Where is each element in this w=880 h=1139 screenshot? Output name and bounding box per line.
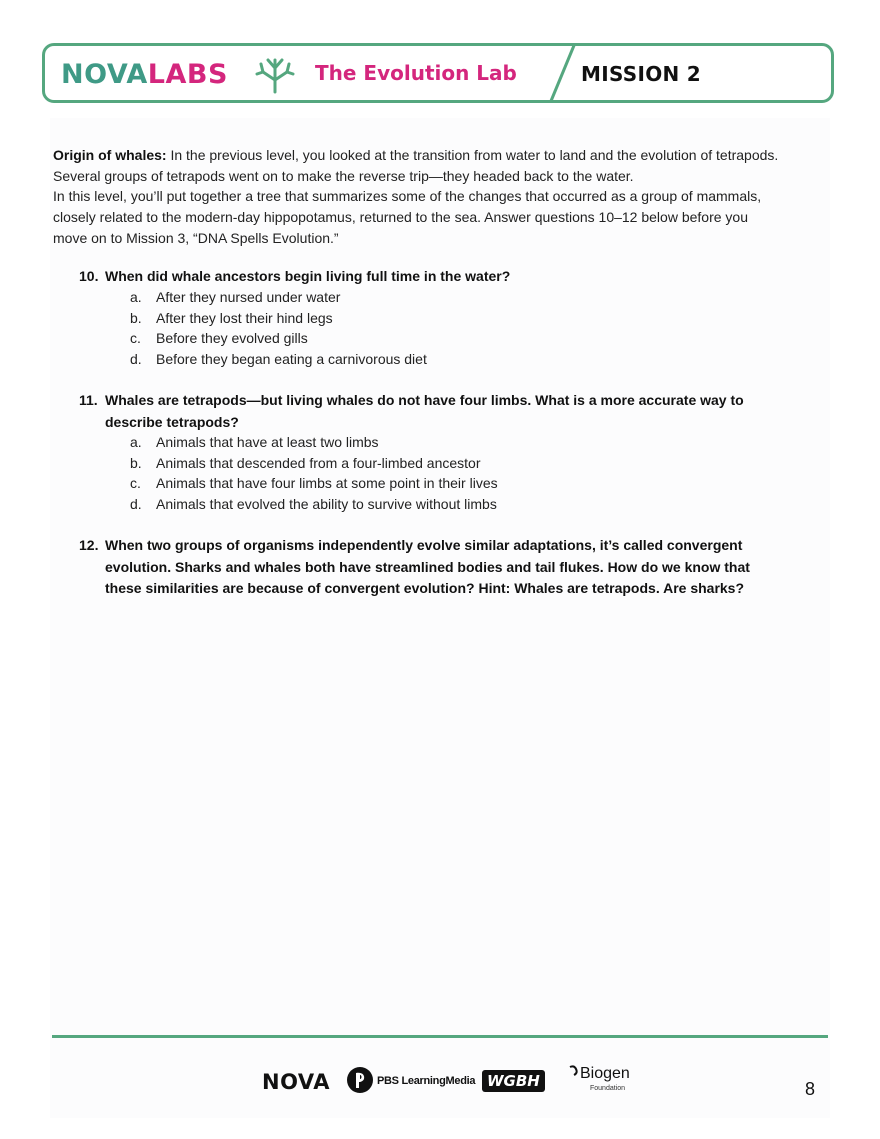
- option-letter: d.: [130, 351, 142, 368]
- question-12: [79, 535, 779, 600]
- option-a: [130, 432, 498, 453]
- question-10: [79, 266, 779, 288]
- option-letter: b.: [130, 309, 142, 326]
- biogen-logo: Biogen: [580, 1065, 630, 1082]
- option-letter: c.: [130, 475, 141, 492]
- lab-title: The Evolution Lab: [315, 61, 517, 85]
- footer-divider: [52, 1035, 828, 1038]
- option-text: Animals that have at least two limbs: [156, 434, 379, 450]
- option-b: [130, 308, 427, 329]
- option-text: Before they evolved gills: [156, 330, 308, 347]
- intro-paragraph: [53, 145, 833, 249]
- option-text: After they lost their hind legs: [156, 309, 333, 326]
- pbs-head-icon: [346, 1066, 374, 1094]
- question-10-options: [130, 287, 427, 370]
- biogen-mark-icon: [568, 1065, 580, 1077]
- question-11-options: [130, 432, 498, 515]
- option-text: After they nursed under water: [156, 289, 341, 305]
- page-number: 8: [805, 1079, 816, 1099]
- intro-lead: Origin of whales:: [53, 147, 167, 163]
- sponsor-logos: [262, 1062, 642, 1102]
- option-letter: c.: [130, 330, 141, 347]
- option-letter: d.: [130, 496, 142, 513]
- mission-label: MISSION 2: [581, 62, 702, 86]
- option-text: Animals that descended from a four-limbed ancestor: [156, 454, 481, 471]
- option-c: [130, 473, 498, 494]
- logo-nova-text: NOVA: [61, 58, 148, 90]
- option-letter: b.: [130, 454, 142, 471]
- option-letter: a.: [130, 289, 142, 305]
- intro-line-4: closely related to the modern-day hippopotamus, returned to the sea. Answer questions 10–12 below before you: [53, 209, 748, 226]
- header-divider: [545, 43, 579, 103]
- novalabs-logo: [61, 56, 228, 92]
- question-number: 12.: [79, 537, 99, 553]
- logo-labs-text: LABS: [147, 58, 228, 90]
- question-text-line-1: Whales are tetrapods—but living whales do not have four limbs. What is a more accurate way to: [105, 392, 744, 408]
- question-number: 11.: [79, 392, 98, 408]
- intro-line-2: Several groups of tetrapods went on to make the reverse trip—they headed back to the water.: [53, 167, 634, 184]
- question-text: When did whale ancestors begin living full time in the water?: [105, 268, 511, 284]
- biogen-foundation-text: Foundation: [590, 1085, 626, 1092]
- question-text-line-2: describe tetrapods?: [105, 413, 239, 430]
- option-text: Animals that evolved the ability to survive without limbs: [156, 496, 497, 513]
- option-b: [130, 453, 498, 474]
- intro-line-3: In this level, you’ll put together a tree that summarizes some of the changes that occurred as a group of mammals,: [53, 188, 762, 205]
- question-text-line-1: When two groups of organisms independently evolve similar adaptations, it’s called convergent: [105, 537, 743, 553]
- question-text-line-3: these similarities are because of convergent evolution? Hint: Whales are tetrapods. Are sharks?: [105, 580, 745, 596]
- wgbh-logo: WGBH: [482, 1070, 545, 1092]
- nova-logo: NOVA: [262, 1070, 330, 1094]
- evolution-tree-icon: [253, 54, 297, 94]
- intro-line-5: move on to Mission 3, “DNA Spells Evolution.”: [53, 229, 339, 246]
- option-text: Animals that have four limbs at some point in their lives: [156, 475, 498, 492]
- option-text: Before they began eating a carnivorous diet: [156, 351, 427, 368]
- question-number: 10.: [79, 268, 99, 284]
- option-a: [130, 287, 427, 308]
- pbs-learningmedia-logo: PBS LearningMedia: [377, 1075, 476, 1087]
- option-letter: a.: [130, 434, 142, 450]
- question-11: [79, 390, 779, 433]
- option-d: [130, 349, 427, 370]
- question-text-line-2: evolution. Sharks and whales both have streamlined bodies and tail flukes. How do we know that: [105, 558, 750, 575]
- page-header: [42, 43, 834, 103]
- option-c: [130, 328, 427, 349]
- option-d: [130, 494, 498, 515]
- intro-line-1: In the previous level, you looked at the transition from water to land and the evolution of tetrapods.: [166, 147, 779, 163]
